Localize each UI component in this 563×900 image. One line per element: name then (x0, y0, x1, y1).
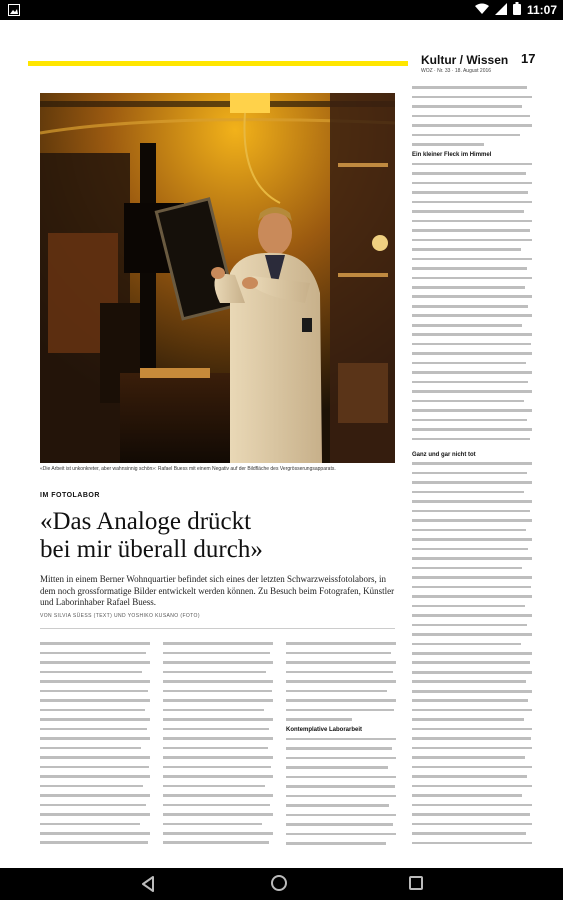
subhead-right-top: Ein kleiner Fleck im Himmel (412, 152, 492, 159)
home-icon[interactable] (271, 875, 287, 891)
article-byline: VON SILVIA SÜESS (TEXT) UND YOSHIKO KUSANO (FOTO) (40, 613, 200, 619)
image-notification-icon (8, 3, 20, 15)
divider (40, 628, 395, 629)
header-accent-bar (28, 61, 408, 66)
wifi-icon (475, 3, 489, 18)
status-bar (0, 0, 563, 20)
subhead-mid-column: Kontemplative Laborarbeit (286, 727, 363, 734)
subhead-right-bottom: Ganz und gar nicht tot (412, 452, 476, 458)
headline-line-1: «Das Analoge drückt (40, 508, 252, 535)
recent-apps-icon[interactable] (409, 876, 423, 890)
article-headline (40, 508, 400, 564)
clock: 11:07 (526, 3, 557, 17)
battery-icon (513, 2, 521, 18)
system-nav-bar (0, 868, 563, 900)
article-photo (40, 93, 395, 463)
article-kicker: IM FOTOLABOR (40, 492, 100, 499)
page-number: 17 (521, 51, 536, 66)
right-column-bottom (412, 450, 532, 845)
right-column-top (412, 84, 532, 444)
body-column-1 (40, 640, 150, 845)
back-icon[interactable] (141, 876, 155, 897)
photo-caption: «Die Arbeit ist unkonkreter, aber wahnsinnig schön»: Rafael Buess mit einem Negativ auf der Bildfläche des Vergrösserungsapparats. (40, 466, 336, 472)
signal-icon (495, 3, 507, 18)
body-column-2 (163, 640, 273, 845)
section-title: Kultur / Wissen (421, 53, 509, 67)
issue-line: WOZ · Nr. 33 · 18. August 2016 (421, 68, 492, 74)
article-lead: Mitten in einem Berner Wohnquartier befindet sich eines der letzten Schwarzweissfotolabors, in dem noch grossformatige Bilder entwickelt werden können. Zu Besuch beim Fotografen, Künstler und Laborinhaber Rafael Buess. (40, 574, 395, 607)
body-column-3 (286, 640, 396, 845)
headline-line-2: bei mir überall durch» (40, 536, 263, 563)
